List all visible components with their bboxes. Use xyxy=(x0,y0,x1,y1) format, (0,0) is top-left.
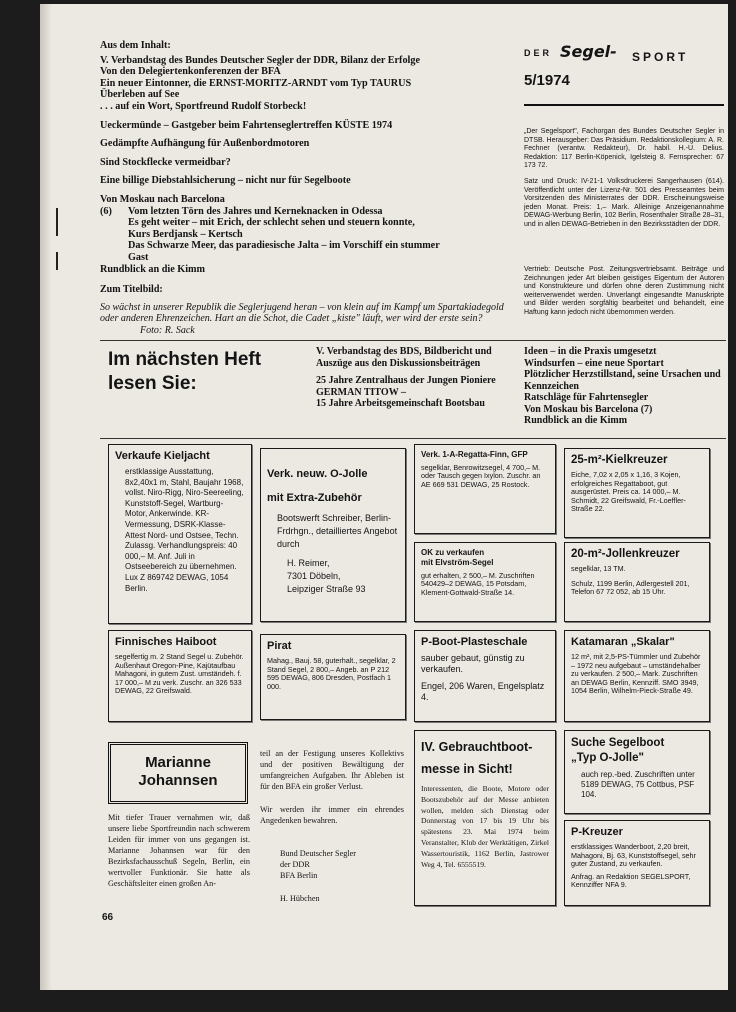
next-issue-item: V. Verbandstag des BDS, Bildbericht und Auszüge aus den Diskussionsbeiträgen xyxy=(316,346,492,369)
magazine-page xyxy=(40,4,728,990)
next-issue-item: Plötzlicher Herzstillstand, seine Ursachen und Kennzeichen xyxy=(524,369,721,392)
next-issue-col1 xyxy=(316,346,508,410)
toc-part-item: Das Schwarze Meer, das paradiesische Jalta – im Vorschiff ein stummer xyxy=(128,240,440,252)
next-issue-item: 15 Jahre Arbeitsgemeinschaft Bootsbau xyxy=(316,398,485,409)
next-issue-item: Ideen – in die Praxis umgesetzt xyxy=(524,346,657,357)
toc-part-number: (6) xyxy=(100,205,112,217)
next-issue-item: Ratschläge für Fahrtensegler xyxy=(524,392,649,403)
ad-address: H. Reimer, xyxy=(287,558,330,568)
ad-title: 20-m²-Jollenkreuzer xyxy=(571,548,680,560)
ad-address: Leipziger Straße 93 xyxy=(287,584,366,594)
ad-body: Engel, 206 Waren, Engelsplatz 4. xyxy=(421,681,545,702)
table-of-contents xyxy=(100,40,500,275)
obituary-name: Marianne xyxy=(145,754,211,771)
margin-bar xyxy=(56,252,58,270)
ad-title: IV. Gebrauchtboot- xyxy=(421,740,533,754)
toc-item: Von Moskau nach Barcelona xyxy=(100,193,225,205)
toc-item: Ein neuer Eintonner, die ERNST-MORITZ-ARNDT vom Typ TAURUS xyxy=(100,77,412,89)
ad-body: segelfertig m. 2 Stand Segel u. Zubehör. Außenhaut Oregon-Pine, Kajütaufbau Mahagoni, in gutem Zust. umständeh. f. 17 000,– M zu verk. Zuschr. an 326 533 DEWAG, 22 Greifswald. xyxy=(115,652,244,696)
ad-title: messe in Sicht! xyxy=(421,762,513,776)
ad-haiboot xyxy=(108,630,252,722)
obituary-text-col2 xyxy=(260,748,404,904)
obituary-text: Mit tiefer Trauer vernahmen wir, daß unsere liebe Sportfreundin nach schwerem Leiden für immer von uns gegangen ist. Marianne Johannsen war für den Bezirksfachausschuß Segeln, Berlin, ein wertvoller Funktionär. Sie hatte als Geschäftsleiter einen großen An- xyxy=(108,813,250,888)
ad-body: segelklar, Benrowitzsegel, 4 700,– M. oder Tausch gegen Ixylon. Zuschr. an AE 669 531 DEWAG, 25 Rostock. xyxy=(421,462,541,489)
toc-part-item: Gast xyxy=(128,251,149,263)
masthead-der: DER xyxy=(524,48,553,58)
ad-p-boot xyxy=(414,630,556,722)
toc-item: Rundblick an die Kimm xyxy=(100,263,206,275)
cover-text: So wächst in unserer Republik die Seglerjugend heran – von klein auf im Kampf um Spartakiadegold oder anderen Ehrenzeichen. Hart an die Schot, die Cadet „kiste" läuft, wer wird der erste sein? xyxy=(100,301,504,324)
margin-bar xyxy=(56,208,58,236)
toc-part-item: Es geht weiter – mit Erich, der schlecht sehen und steuern konnte, xyxy=(128,217,415,229)
ad-body: erstklassiges Wanderboot, 2,20 breit, Mahagoni, Bj. 63, Kunststoffsegel, sehr guter Zustand, zu verkaufen. xyxy=(571,842,696,869)
imprint-printing: Satz und Druck: IV-21-1 Volksdruckerei Sangerhausen (614). Veröffentlicht unter der Lizenz-Nr. 501 des Presseamtes beim Vorsitzenden des Ministerrates der DDR. Erscheinungsweise jeden Monat. Preis: 1,– Mark. Alleinige Anzeigenannahme DEWAG-Werbung Berlin, 102 Berlin, Rosenthaler Straße 28–31, und in allen DEWAG-Betrieben in den Bezirksstädten der DDR. xyxy=(524,178,724,228)
toc-item: Sind Stockflecke vermeidbar? xyxy=(100,156,231,168)
imprint-distribution: Vertrieb: Deutsche Post. Zeitungsvertriebsamt. Beiträge und Zeichnungen jeder Art bleiben geistiges Eigentum der Autoren und Konstrukteure und dürfen ohne deren Zustimmung nicht weiterverwendet werden. Unverlangt eingesandte Manuskripte und Bilder werden sorgfältig bearbeitet und behandelt, eine Haftung kann jedoch nicht übernommen werden. xyxy=(524,266,724,316)
toc-item: V. Verbandstag des Bundes Deutscher Segler der DDR, Bilanz der Erfolge xyxy=(100,54,420,66)
next-issue-item: Rundblick an die Kimm xyxy=(524,415,628,426)
ad-finn xyxy=(414,444,556,534)
ad-title: OK zu verkaufen xyxy=(421,548,485,557)
ad-jollenkreuzer xyxy=(564,542,710,622)
masthead-rule xyxy=(524,104,724,106)
ad-body: Eiche, 7,02 x 2,05 x 1,16, 3 Kojen, erfolgreiches Regattaboot, gut ausgerüstet. Preis ca. 14 000,– M. Schmidt, 22 Greifswald, Fr.-Loeffler-Straße 22. xyxy=(571,470,686,514)
obituary-name: Johannsen xyxy=(138,772,218,789)
toc-part-item: Vom letzten Törn des Jahres und Kerneknacken in Odessa xyxy=(128,205,383,217)
obituary-name-box xyxy=(108,742,248,804)
ad-body: Anfrag. an Redaktion SEGELSPORT, Kennziffer NFA 9. xyxy=(571,871,691,890)
ad-title: Katamaran „Skalar" xyxy=(571,636,675,648)
ad-title: Verkaufe Kieljacht xyxy=(115,450,210,462)
cover-heading: Zum Titelbild: xyxy=(100,284,163,295)
ad-title: „Typ O-Jolle" xyxy=(571,752,644,764)
next-issue-heading-line: lesen Sie: xyxy=(108,373,197,394)
ad-title: mit Elvström-Segel xyxy=(421,557,494,567)
ad-title: Verk. neuw. O-Jolle xyxy=(267,468,368,480)
masthead-sport: SPORT xyxy=(632,50,689,64)
ad-title: 25-m²-Kielkreuzer xyxy=(571,454,668,466)
ad-kielkreuzer xyxy=(564,448,710,538)
toc-item: . . . auf ein Wort, Sportfreund Rudolf Storbeck! xyxy=(100,100,307,112)
ad-body: Bootswerft Schreiber, Berlin-Frdrhgn., detailliertes Angebot durch xyxy=(277,513,398,549)
next-issue-item: Windsurfen – eine neue Sportart xyxy=(524,357,664,369)
ad-gebrauchtbootmesse xyxy=(414,730,556,906)
ad-body: segelklar, 13 TM. xyxy=(571,564,626,573)
ad-p-kreuzer xyxy=(564,820,710,906)
ad-title: Verk. 1-A-Regatta-Finn, GFP xyxy=(421,450,528,459)
ad-title: mit Extra-Zubehör xyxy=(267,492,362,504)
masthead-segel: Segel- xyxy=(560,42,617,61)
ad-katamaran xyxy=(564,630,710,722)
ad-address: 7301 Döbeln, xyxy=(287,571,341,581)
ad-body: Interessenten, die Boote, Motore oder Bootszubehör auf der Messe anbieten wollen, melden sich Dienstag oder Donnerstag von 17 bis 19 Uhr bis spätestens 23. Mai 1974 beim Veranstalter, Klub der Werktätigen, Zirkel Wassertouristik, 1162 Berlin, Jastrower Weg 4, Tel. 6555519. xyxy=(421,784,549,869)
ad-body: Mahag., Bauj. 58, guterhalt., segelklar, 2 Stand Segel, 2 800,– Angeb. an P 212 595 DEWAG, 806 Dresden, Postfach 1 000. xyxy=(267,656,396,691)
toc-item: Von den Delegiertenkonferenzen der BFA xyxy=(100,66,281,78)
ad-body: gut erhalten, 2 500,– M. Zuschriften 540429–2 DEWAG, 15 Potsdam, Klement-Gottwald-Straße 14. xyxy=(421,570,535,597)
ad-body: sauber gebaut, günstig zu verkaufen. xyxy=(421,653,525,674)
next-issue-item: 25 Jahre Zentralhaus der Jungen Pioniere GERMAN TITOW – xyxy=(316,375,496,398)
obituary-signature: BFA Berlin xyxy=(280,871,318,880)
page-number: 66 xyxy=(102,912,114,923)
ad-body: auch rep.-bed. Zuschriften unter 5189 DEWAG, 75 Cottbus, PSF 104. xyxy=(581,770,695,799)
obituary-signature: H. Hübchen xyxy=(280,894,320,903)
obituary-signature: Bund Deutscher Segler der DDR xyxy=(280,849,356,869)
ad-title: P-Boot-Plasteschale xyxy=(421,636,528,648)
divider xyxy=(100,438,726,439)
next-issue-item: Von Moskau bis Barcelona (7) xyxy=(524,403,653,415)
cover-caption xyxy=(100,284,505,336)
ad-body: erstklassige Ausstattung, 8x2,40x1 m, Stahl, Baujahr 1968, vollst. Niro-Rigg, Niro-Seereeling, Kunststoff-Segel, Wartburg-Motor, Ankerwinde. KR-Vermessung, DSRK-Klasse-Attest Nord- und Ostsee, Techn. Zulassg. Verhandlungspreis: 40 000,– M. Anf. Juli in Ostseebereich zu übernehmen. Lux Z 869742 DEWAG, 1054 Berlin. xyxy=(125,467,244,593)
ad-o-jolle xyxy=(260,448,406,622)
obituary-text: Wir werden ihr immer ein ehrendes Angedenken bewahren. xyxy=(260,805,404,825)
imprint-publisher: „Der Segelsport", Fachorgan des Bundes Deutscher Segler in DTSB. Herausgeber: Das Präsidium. Redaktionskollegium: A. R. Fechner (verantw. Redakteur), Dr. habil. H.-U. Delius. Redaktion: 117 Berlin-Köpenick, Igelsteig 8. Fernsprecher: 67 173 72. xyxy=(524,128,724,170)
issue-number: 5/1974 xyxy=(524,72,570,89)
obituary-text: teil an der Festigung unseres Kollektivs und der positiven Bewältigung der umfangreichen Aufgaben. Ihr Ableben ist für den BFA ein großer Verlust. xyxy=(260,749,404,791)
toc-item: Ueckermünde – Gastgeber beim Fahrtenseglertreffen KÜSTE 1974 xyxy=(100,119,393,131)
ad-body: 12 m², mit 2,5-PS-Tümmler und Zubehör – 1972 neu aufgebaut – umständehalber zu verkaufen. 2 500,– Mark. Zuschriften an DEWAG Berlin, Kennziff. SMO 3949, 1054 Berlin, Wilhelm-Pieck-Straße 49. xyxy=(571,652,701,696)
toc-item: Überleben auf See xyxy=(100,89,180,101)
page-spine-shadow xyxy=(40,4,52,990)
ad-title: P-Kreuzer xyxy=(571,826,623,838)
next-issue-heading-line: Im nächsten Heft xyxy=(108,349,262,370)
toc-item: Gedämpfte Aufhängung für Außenbordmotoren xyxy=(100,138,310,150)
divider xyxy=(100,340,726,341)
ad-body: Schulz, 1199 Berlin, Adlergestell 201, Telefon 67 72 052, ab 15 Uhr. xyxy=(571,578,690,597)
ad-pirat xyxy=(260,634,406,720)
ad-title: Suche Segelboot xyxy=(571,737,665,749)
toc-part-item: Kurs Berdjansk – Kertsch xyxy=(128,228,243,240)
next-issue-col2 xyxy=(524,346,726,427)
photo-credit: Foto: R. Sack xyxy=(140,324,195,336)
ad-title: Pirat xyxy=(267,640,292,652)
next-issue-heading xyxy=(108,348,328,396)
obituary-text-col1 xyxy=(108,812,250,889)
ad-kieljacht xyxy=(108,444,252,624)
ad-title: Finnisches Haiboot xyxy=(115,636,217,648)
toc-heading: Aus dem Inhalt: xyxy=(100,40,171,51)
ad-suche-o-jolle xyxy=(564,730,710,814)
toc-item: Eine billige Diebstahlsicherung – nicht nur für Segelboote xyxy=(100,175,351,187)
ad-ok xyxy=(414,542,556,622)
